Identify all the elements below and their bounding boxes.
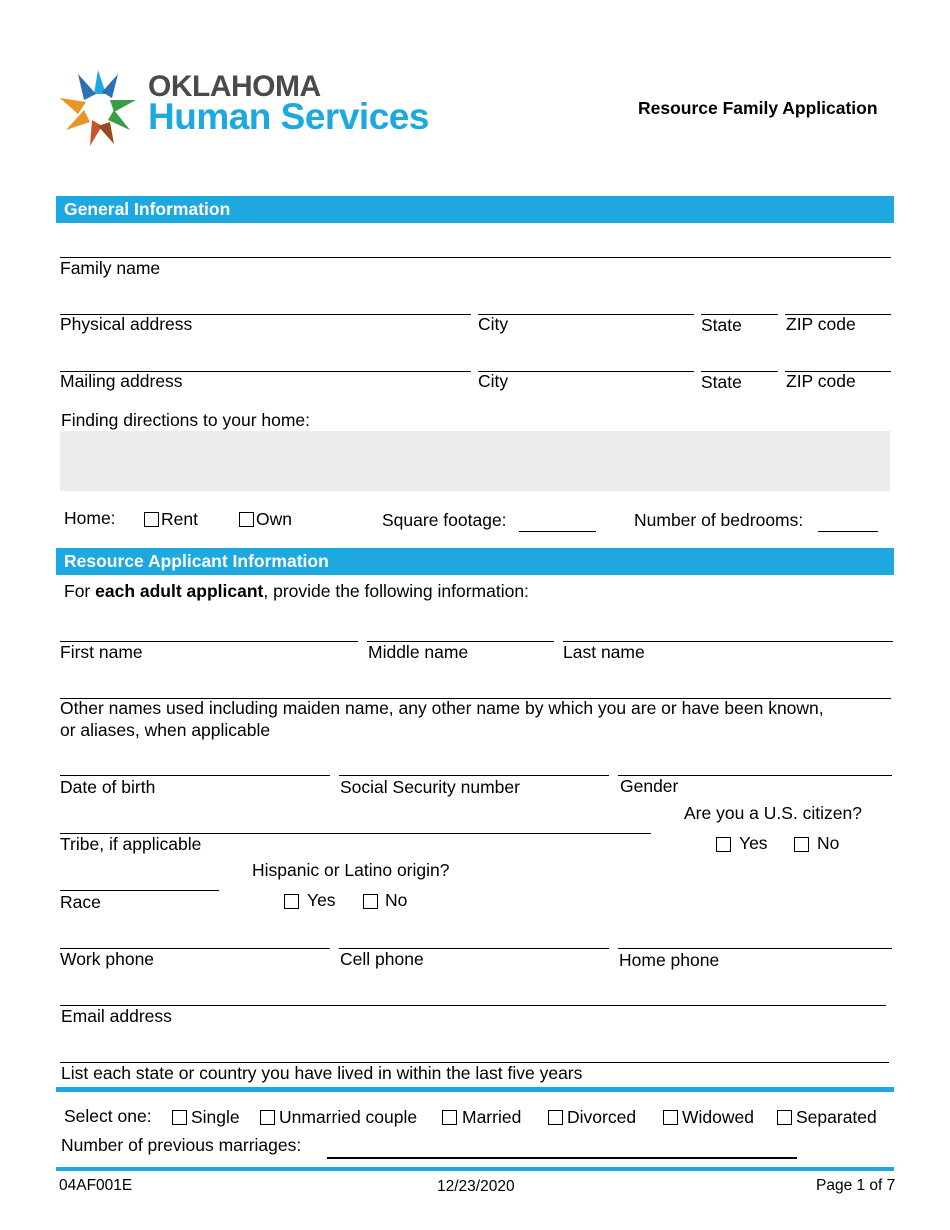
divorced-checkbox[interactable]	[548, 1110, 563, 1125]
square-footage-label: Square footage:	[382, 510, 507, 530]
directions-label: Finding directions to your home:	[61, 410, 311, 430]
gender-label: Gender	[620, 776, 679, 796]
dob-field[interactable]	[60, 775, 330, 776]
prev-marriages-field[interactable]	[327, 1157, 797, 1159]
physical-zip-label: ZIP code	[786, 314, 856, 334]
mailing-state-label: State	[701, 372, 742, 392]
bedrooms-field[interactable]	[818, 531, 878, 532]
middle-name-label: Middle name	[368, 642, 469, 662]
ssn-field[interactable]	[339, 775, 609, 776]
footer-divider	[56, 1167, 894, 1171]
hispanic-no-checkbox[interactable]	[363, 894, 378, 909]
home-phone-label: Home phone	[619, 950, 720, 970]
single-checkbox[interactable]	[172, 1110, 187, 1125]
married-checkbox[interactable]	[442, 1110, 457, 1125]
email-field[interactable]	[60, 1005, 886, 1006]
directions-textarea[interactable]	[60, 431, 890, 491]
physical-city-label: City	[478, 314, 509, 334]
single-label: Single	[191, 1107, 240, 1127]
work-phone-label: Work phone	[60, 949, 155, 969]
citizen-no-label: No	[817, 833, 840, 853]
physical-address-label: Physical address	[60, 314, 193, 334]
applicant-info-heading: Resource Applicant Information	[56, 548, 894, 575]
square-footage-field[interactable]	[519, 531, 596, 532]
email-label: Email address	[61, 1006, 172, 1026]
race-label: Race	[60, 892, 101, 912]
intro-text-pre: For	[64, 581, 96, 601]
rent-label: Rent	[161, 509, 198, 529]
family-name-field[interactable]	[60, 257, 891, 258]
form-title: Resource Family Application	[638, 98, 878, 118]
physical-city-field[interactable]	[478, 314, 694, 315]
dob-label: Date of birth	[60, 777, 156, 797]
citizen-yes-label: Yes	[739, 833, 768, 853]
unmarried-couple-label: Unmarried couple	[279, 1107, 418, 1127]
mailing-address-label: Mailing address	[60, 371, 183, 391]
form-code: 04AF001E	[59, 1177, 133, 1194]
divorced-label: Divorced	[567, 1107, 637, 1127]
rent-checkbox[interactable]	[144, 512, 159, 527]
own-label: Own	[256, 509, 292, 529]
logo-oklahoma: OKLAHOMA	[148, 70, 321, 103]
physical-state-label: State	[701, 315, 742, 335]
separated-checkbox[interactable]	[777, 1110, 792, 1125]
widowed-checkbox[interactable]	[663, 1110, 678, 1125]
home-phone-field[interactable]	[618, 948, 892, 949]
own-checkbox[interactable]	[239, 512, 254, 527]
logo-star-icon	[56, 64, 140, 148]
hispanic-question: Hispanic or Latino origin?	[252, 860, 450, 880]
page-number: Page 1 of 7	[816, 1177, 896, 1194]
hispanic-yes-checkbox[interactable]	[284, 894, 299, 909]
tribe-label: Tribe, if applicable	[60, 834, 202, 854]
family-name-label: Family name	[60, 258, 161, 278]
first-name-label: First name	[60, 642, 143, 662]
cell-phone-label: Cell phone	[340, 949, 424, 969]
general-info-heading: General Information	[56, 196, 894, 223]
other-names-label-line2: or aliases, when applicable	[60, 720, 271, 740]
race-field[interactable]	[60, 890, 219, 891]
form-date: 12/23/2020	[437, 1178, 515, 1195]
mailing-city-field[interactable]	[478, 371, 694, 372]
logo-human-services: Human Services	[148, 96, 429, 137]
other-names-label-line1: Other names used including maiden name, any other name by which you are or have been known,	[60, 698, 824, 718]
applicant-intro	[64, 581, 529, 601]
last-name-label: Last name	[563, 642, 645, 662]
separated-label: Separated	[796, 1107, 877, 1127]
intro-text-bold: each adult applicant	[95, 581, 264, 601]
citizen-no-checkbox[interactable]	[794, 837, 809, 852]
prev-marriages-label: Number of previous marriages:	[61, 1135, 302, 1155]
mailing-zip-label: ZIP code	[786, 371, 856, 391]
home-label: Home:	[64, 508, 116, 528]
ssn-label: Social Security number	[340, 777, 520, 797]
intro-text-post: , provide the following information:	[263, 581, 529, 601]
unmarried-couple-checkbox[interactable]	[260, 1110, 275, 1125]
bedrooms-label: Number of bedrooms:	[634, 510, 804, 530]
mailing-city-label: City	[478, 371, 509, 391]
widowed-label: Widowed	[682, 1107, 754, 1127]
section-divider	[56, 1087, 894, 1092]
states-lived-label: List each state or country you have lived in within the last five years	[61, 1063, 583, 1083]
citizen-question: Are you a U.S. citizen?	[684, 803, 862, 823]
married-label: Married	[462, 1107, 522, 1127]
hispanic-yes-label: Yes	[307, 890, 336, 910]
select-one-label: Select one:	[64, 1106, 152, 1126]
citizen-yes-checkbox[interactable]	[716, 837, 731, 852]
hispanic-no-label: No	[385, 890, 408, 910]
